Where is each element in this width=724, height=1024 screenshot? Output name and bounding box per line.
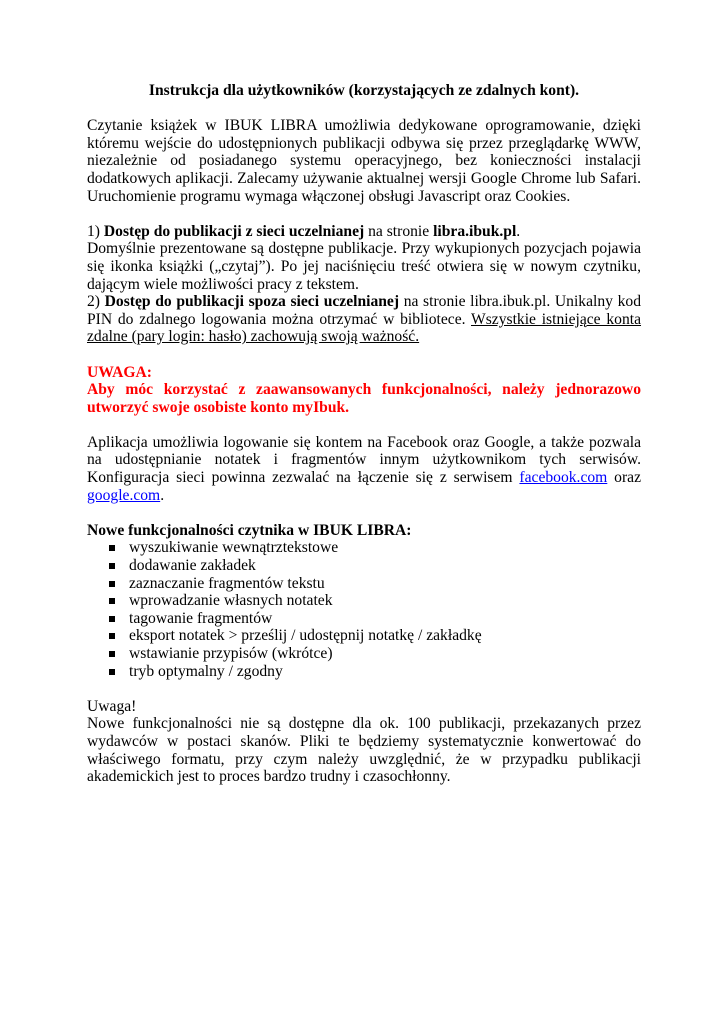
facebook-link[interactable]: facebook.com (519, 469, 608, 487)
social-text: Aplikacja umożliwia logowanie się kontem na Facebook oraz Google, a także pozwala na udostępnianie notatek i fragmentów innym użytkownikom tych serwisów. Konfiguracja sieci powinna zezwalać na łączenie się z serwisem (87, 433, 641, 487)
features-heading (87, 522, 641, 540)
list-item-label: wprowadzanie własnych notatek (129, 592, 333, 610)
list-item-label: eksport notatek > prześlij / udostępnij notatkę / zakładkę (129, 627, 482, 645)
list-item (107, 575, 641, 593)
section1-body: Domyślnie prezentowane są dostępne publikacje. Przy wykupionych pozycjach pojawia się ikonka książki („czytaj”). Po jej naciśnięciu treść otwiera się w nowym czytniku, dającym wiele możliwości pracy z tekstem. (87, 240, 641, 293)
list-item (107, 645, 641, 663)
section1-site-end: . (516, 222, 521, 240)
document-title: Instrukcja dla użytkowników (korzystających ze zdalnych kont). (148, 82, 580, 99)
list-item-label: tryb optymalny / zgodny (129, 662, 283, 680)
section1-site: libra.ibuk.pl (433, 222, 517, 240)
warning-label: UWAGA: (87, 363, 152, 381)
features-list (87, 539, 641, 680)
section1-heading: Dostęp do publikacji z sieci uczelnianej (103, 222, 365, 240)
spacer (87, 504, 641, 522)
list-item-label: dodawanie zakładek (129, 557, 256, 575)
section1-line (87, 223, 641, 241)
note-label: Uwaga! (87, 697, 137, 715)
list-item-label: tagowanie fragmentów (129, 609, 273, 627)
list-item-label: wyszukiwanie wewnątrztekstowe (129, 539, 339, 557)
list-item (107, 592, 641, 610)
section2-number: 2) (87, 293, 105, 311)
google-link[interactable]: google.com (87, 486, 161, 504)
section1-text: na stronie (364, 222, 434, 240)
section1-number: 1) (87, 222, 104, 240)
list-item (107, 610, 641, 628)
intro-paragraph: Czytanie książek w IBUK LIBRA umożliwia dedykowane oprogramowanie, dzięki któremu wejście do udostępnionych publikacji odbywa się przez przeglądarkę WWW, niezależnie od posiadanego systemu operacyjnego, bez konieczności instalacji dodatkowych aplikacji. Zalecamy używanie aktualnej wersji Google Chrome lub Safari. Uruchomienie programu wymaga włączonej obsługi Javascript oraz Cookies. (87, 117, 641, 205)
section2-underlined-note: Wszystkie istniejące konta zdalne (pary login: hasło) zachowują swoją ważność. (87, 310, 642, 346)
features-heading-text: Nowe funkcjonalności czytnika w IBUK LIBRA: (87, 521, 412, 539)
social-and: oraz (607, 469, 641, 487)
spacer (87, 205, 641, 223)
section2-paragraph (87, 293, 641, 346)
list-item (107, 539, 641, 557)
square-bullet-icon (109, 598, 115, 604)
spacer (87, 416, 641, 434)
section2-heading: Dostęp do publikacji spoza sieci uczelnianej (104, 293, 400, 311)
square-bullet-icon (109, 563, 115, 569)
list-item-label: zaznaczanie fragmentów tekstu (129, 574, 325, 592)
list-item (107, 557, 641, 575)
spacer (87, 680, 641, 698)
spacer (87, 346, 641, 364)
social-end: . (160, 486, 165, 504)
square-bullet-icon (109, 669, 115, 675)
list-item (107, 627, 641, 645)
warning-text: Aby móc korzystać z zaawansowanych funkcjonalności, należy jednorazowo utworzyć swoje osobiste konto myIbuk. (87, 381, 641, 416)
square-bullet-icon (109, 616, 115, 622)
note-text: Nowe funkcjonalności nie są dostępne dla ok. 100 publikacji, przekazanych przez wydawców w postaci skanów. Pliki te będziemy systematycznie konwertować do właściwego formatu, przy czym należy uwzględnić, że w przypadku publikacji akademickich jest to proces bardzo trudny i czasochłonny. (87, 715, 641, 786)
list-item-label: wstawianie przypisów (wkrótce) (129, 645, 333, 662)
section2-text: na stronie libra.ibuk.pl. Unikalny kod PIN do zdalnego logowania można otrzymać w bibliotece. (87, 293, 641, 328)
square-bullet-icon (109, 651, 115, 657)
square-bullet-icon (109, 633, 115, 639)
square-bullet-icon (109, 581, 115, 587)
list-item (107, 663, 641, 681)
document-page (87, 82, 641, 786)
square-bullet-icon (109, 545, 115, 551)
social-paragraph (87, 434, 641, 504)
